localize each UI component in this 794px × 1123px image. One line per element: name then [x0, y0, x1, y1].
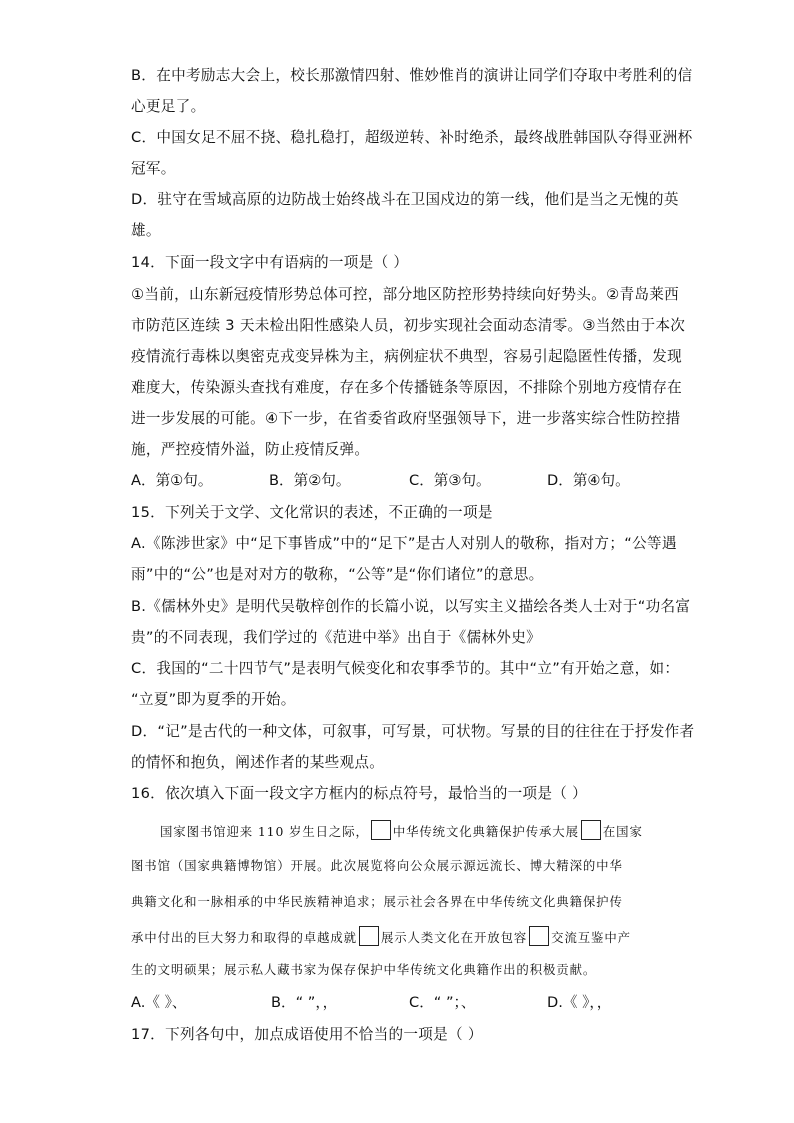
passage-text: 展示人类文化在开放包容	[380, 930, 528, 945]
q13-option-c-line2: 冠军。	[131, 160, 176, 177]
q16-passage-line: 生的文明硕果；展示私人藏书家为保存保护中华传统文化典籍作出的积极贡献。	[131, 962, 597, 977]
q14-passage-line: 难度大，传染源头查找有难度，存在多个传播链条等原因，不排除个别地方疫情存在	[131, 379, 683, 396]
q13-option-d-line2: 雄。	[131, 222, 161, 239]
q13-option-c-line1: C．中国女足不屈不挠、稳扎稳打，超级逆转、补时绝杀，最终战胜韩国队夺得亚洲杯	[131, 129, 693, 146]
q16-passage-line: 图书馆（国家典籍博物馆）开展。此次展览将向公众展示源远流长、博大精深的中华	[131, 858, 623, 873]
q14-passage-line: 施，严控疫情外溢，防止疫情反弹。	[131, 441, 370, 458]
passage-text: 承中付出的巨大努力和取得的卓越成就	[131, 930, 357, 945]
q16-option-b[interactable]: B．“ ”，，	[271, 994, 338, 1011]
q14-option-a[interactable]: A．第①句。	[131, 472, 213, 489]
q15-option-c-line2: “立夏”即为夏季的开始。	[131, 691, 296, 708]
q16-passage-line	[131, 926, 631, 948]
q16-stem: 16．依次填入下面一段文字方框内的标点符号，最恰当的一项是（ ）	[131, 785, 588, 802]
q15-option-c-line1: C．我国的“二十四节气”是表明气候变化和农事季节的。其中“立”有开始之意，如：	[131, 660, 680, 677]
q13-option-b-line1: B．在中考励志大会上，校长那激情四射、惟妙惟肖的演讲让同学们夺取中考胜利的信	[131, 67, 693, 84]
passage-text: 国家图书馆迎来 110 岁生日之际，	[160, 824, 369, 839]
passage-text: 交流互鉴中产	[551, 930, 631, 945]
q14-stem: 14．下面一段文字中有语病的一项是（ ）	[131, 254, 409, 271]
q13-option-d-line1: D．驻守在雪域高原的边防战士始终战斗在卫国戍边的第一线，他们是当之无愧的英	[131, 191, 679, 208]
q13-option-b-line2: 心更足了。	[131, 98, 206, 115]
punctuation-box-1	[371, 820, 391, 840]
q17-stem: 17．下列各句中，加点成语使用不恰当的一项是（ ）	[131, 1026, 483, 1043]
q16-option-d[interactable]: D.《 》，，	[547, 994, 612, 1011]
q14-passage-line: 进一步发展的可能。④下一步，在省委省政府坚强领导下，进一步落实综合性防控措	[131, 410, 681, 427]
q14-passage-line: 市防范区连续 3 天未检出阳性感染人员，初步实现社会面动态清零。③当然由于本次	[131, 317, 686, 334]
punctuation-box-4	[529, 926, 549, 946]
q15-option-d-line2: 的情怀和抱负，阐述作者的某些观点。	[131, 754, 385, 771]
q14-option-b[interactable]: B．第②句。	[269, 472, 351, 489]
q15-option-d-line1: D．“记”是古代的一种文体，可叙事，可写景，可状物。写景的目的往往在于抒发作者	[131, 723, 695, 740]
q16-options	[131, 993, 651, 1013]
q14-passage-line: 疫情流行毒株以奥密克戎变异株为主，病例症状不典型，容易引起隐匿性传播，发现	[131, 348, 683, 365]
q16-option-a[interactable]: A.《 》、	[131, 994, 187, 1011]
q15-option-b-line2: 贵”的不同表现，我们学过的《范进中举》出自于《儒林外史》	[131, 629, 541, 646]
q14-passage-line: ①当前，山东新冠疫情形势总体可控，部分地区防控形势持续向好势头。②青岛莱西	[131, 286, 680, 303]
passage-text: 中华传统文化典籍保护传承大展	[392, 824, 579, 839]
q15-stem: 15．下列关于文学、文化常识的表述，不正确的一项是	[131, 504, 493, 521]
q16-passage-line	[160, 820, 643, 842]
q16-option-c[interactable]: C．“ ”；、	[409, 994, 476, 1011]
punctuation-box-2	[581, 820, 601, 840]
q15-option-b-line1: B.《儒林外史》是明代吴敬梓创作的长篇小说，以写实主义描绘各类人士对于“功名富	[131, 598, 691, 615]
passage-text: 在国家	[602, 824, 643, 839]
q14-option-d[interactable]: D．第④句。	[547, 472, 630, 489]
q16-passage-line: 典籍文化和一脉相承的中华民族精神追求；展示社会各界在中华传统文化典籍保护传	[131, 894, 623, 909]
q15-option-a-line1: A.《陈涉世家》中“足下事皆成”中的“足下”是古人对别人的敬称，指对方；“公等遇	[131, 535, 677, 552]
q14-options	[131, 471, 651, 491]
q14-option-c[interactable]: C．第③句。	[409, 472, 491, 489]
punctuation-box-3	[359, 926, 379, 946]
q15-option-a-line2: 雨”中的“公”也是对对方的敬称，“公等”是“你们诸位”的意思。	[131, 566, 544, 583]
